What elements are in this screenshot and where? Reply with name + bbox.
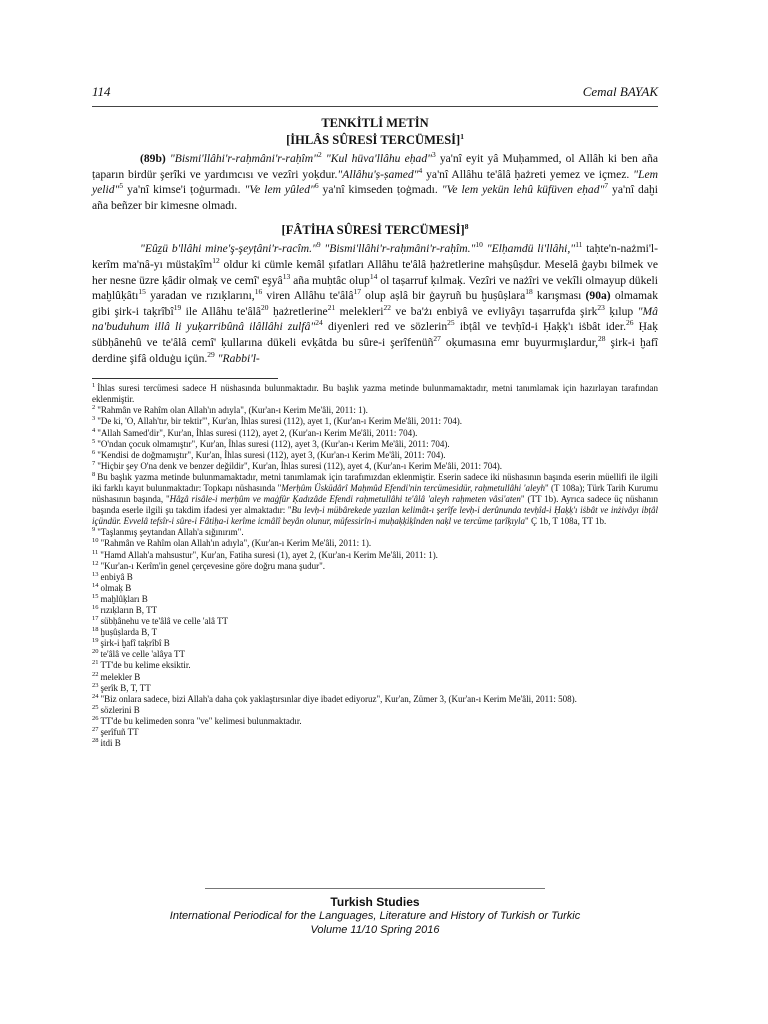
ihlas-paragraph: (89b) "Bismi'llâhi'r-raḥmâni'r-raḥîm"$^2$ "Kul hüva'llâhu eḥad"$^3$ ya'nî eyit yâ Muḥammed, ol Allâh ki ben aña ṭaparın birdür şerîki ve yardımcısı ve vezîri yoḳdur."Allâhu'ṣ-ṣamed"$^4$ ya'nî Allâhu te'âlâ ḥażreti yemez ve içmez. "Lem yelid"$^5$ ya'nî kimse'i ṭoġurmadı. "Ve lem yûled"$^6$ ya'nî kimseden ṭoġmadı. "Ve lem yekün lehû küfüven eḥad"$^7$ ya'nî daḫi aña beñzer bir kimesne olmadı. [92,150,659,212]
footnote: $^{17}$ sübḥânehu ve te'âlâ ve celle 'alâ TT [92,615,229,627]
page [92,84,658,749]
journal-volume: Volume 11/10 Spring 2016 [310,924,440,936]
footnote: $^{21}$ TT'de bu kelime eksiktir. [92,659,191,671]
footnote: $^5$ "O'ndan çocuk olmamıştır", Kur'an, İhlas suresi (112), ayet 3, (Kur'an-ı Kerim Me'âli, 2011: 704). [92,437,450,449]
footer-rule [205,888,545,889]
footnotes [92,383,658,749]
footnote: $^{27}$ şerîfuñ TT [92,726,139,738]
footnote: $^{22}$ melekler B [92,670,141,682]
footnote: $^{14}$ olmaḳ B [92,581,132,593]
footnote: $^1$ İhlas suresi tercümesi sadece H nüshasında bulunmaktadır. Bu başlık yazma metinde bulunmamaktadır, metni tanımlamak için hazırlayan tarafından eklenmiştir. [92,382,658,405]
footnote: $^{20}$ te'âlâ ve celle 'alâya TT [92,648,186,660]
footnote: $^8$ Bu başlık yazma metinde bulunmamaktadır, metni tanımlamak için tarafımızdan eklenmiştir. Eserin sadece iki nüshasının başında eserin müellifi ile ilgili iki farklı kayıt bulunmaktadır: Topkapı nüshasında "Merḥûm Üsküdârî Maḥmûd Efendi'nin tercümesidür, raḥmetullâhi 'aleyh" (T 108a); Türk Tarih Kurumu nüshasının başında, "Hâẕâ risâle-i merḥûm ve maġfûr Ḳadızâde Efendi raḥmetullâhi te'âlâ 'aleyh raḥmeten vâsi'aten" (TT 1b). Ayrıca sadece üç nüshanın başında eserle ilgili şu takdim ifadesi yer almaktadır: "Bu levḥ-i mübârekede yazılan kelimât-ı şerîfe levḥ-i derûnunda tevḥîd-i Ḥaḳḳ'ı iṡbât ve inżivâyı ibṭâl içündür. Evvelâ tefsîr-i sûre-i Fâtiḥa-i kerîme icmâlî beyân olunur, müfessirîn-i muḥaḳḳiḳînden naḳl ve tercüme ṭarîḳıyla" Ç 1b, T 108a, TT 1b. [92,470,659,527]
journal-name: Turkish Studies [330,895,420,909]
footnote: $^2$ "Rahmân ve Rahîm olan Allah'ın adıyla", (Kur'an-ı Kerim Me'âli, 2011: 1). [92,404,368,416]
ihlas-title: [İHLÂS SÛRESİ TERCÜMESİ]$^1$ [286,131,464,147]
footnote: $^{28}$ itdi B [92,737,121,749]
main-title: TENKİTLİ METİN [321,116,429,130]
footnote: $^6$ "Kendisi de doğmamıştır", Kur'an, İhlas suresi (112), ayet 3, (Kur'an-ı Kerim Me'âli, 2011: 704). [92,448,446,460]
footnote: $^{25}$ sözlerini B [92,703,140,715]
footnote: $^3$ "De ki, 'O, Allah'tır, bir tektir'", Kur'an, İhlas suresi (112), ayet 1, (Kur'an-ı Kerim Me'âli, 2011: 704). [92,415,462,427]
fatiha-title: [FÂTİHA SÛRESİ TERCÜMESİ]$^8$ [281,222,469,238]
footnote: $^{12}$ "Kur'an-ı Kerîm'in genel çerçevesine göre doğru mana şudur". [92,559,326,571]
page-number: 114 [92,84,111,99]
footnote: $^{16}$ rızıḳların B, TT [92,604,158,615]
footnote: $^4$ "Allah Samed'dir", Kur'an, İhlas suresi (112), ayet 2, (Kur'an-ı Kerim Me'âli, 2011: 704). [92,426,418,438]
footnote: $^{24}$ "Biz onlara sadece, bizi Allah'a daha çok yaklaştırsınlar diye ibadet ediyoruz", Kur'an, Zümer 3, (Kur'an-ı Kerim Me'âli, 2011: 508). [92,692,577,704]
footnote: $^{18}$ ḫuṣûṣlarda B, T [92,626,158,638]
author-name: Cemal BAYAK [582,84,658,99]
folio-marker: (89b) [140,152,166,165]
footnote: $^{11}$ "Hamd Allah'a mahsustur", Kur'an, Fatiha suresi (1), ayet 2, (Kur'an-ı Kerim Me'âli, 2011: 1). [92,548,438,560]
footnote: $^{10}$ "Rahmân ve Rahîm olan Allah'ın adıyla", (Kur'an-ı Kerim Me'âli, 2011: 1). [92,537,372,549]
footnote: $^{23}$ şerîk B, T, TT [92,681,151,693]
running-header [92,84,658,107]
journal-footer [92,888,658,937]
footnote-separator [92,378,278,379]
footnote: $^7$ "Hiçbir şey O'na denk ve benzer değildir", Kur'an, İhlas suresi (112), ayet 4, (Kur'an-ı Kerim Me'âli, 2011: 704). [92,459,503,471]
footnote: $^{26}$ TT'de bu kelimeden sonra "ve" kelimesi bulunmaktadır. [92,714,302,726]
folio-marker: (90a) [585,289,611,303]
footnote: $^{13}$ enbiyâ B [92,570,133,582]
fatiha-paragraph: "Eûẕü b'llâhi mine'ş-şeyṭâni'r-racîm."$^9$ "Bismi'llâhi'r-raḥmâni'r-raḥîm."$^{10}$ "Elḥamdü li'llâhi,"$^{11}$ taḥte'n-nażmi'l-kerîm ma'nâ-yı müstaḳîm$^{12}$ oldur ki cümle kemâl ṣıfatları Allâhu te'âlâ ḥażretlerine mahṣûṣdur. Meselâ ġaybı bilmek ve her nesne üzre ḳâdir olmaḳ ve cemî' eşyâ$^{13}$ aña muḥtâc olup$^{14}$ ol taṣarruf ḳılmaḳ. Vezîri ve nażîri ve vekîli olmayup dükeli maḫlûḳâtı$^{15}$ yaradan ve rızıḳlarını,$^{16}$ viren Allâhu te'âlâ$^{17}$ olup aṣlâ bir ġayruñ bu ḫuṣûṣlara$^{18}$ karışması (90a) olmamak gibi şirk-i taḳrîbî$^{19}$ ile Allâhu te'âlâ$^{20}$ ḥażretlerine$^{21}$ melekleri$^{22}$ ve ba'żı enbiyâ ve evliyâyı taṣarrufda şirk$^{23}$ ḳılup "Mâ na'buduhum illâ li yuḳarribûnâ ilâllâhi zulfâ"$^{24}$ diyenleri red ve sözlerin$^{25}$ ibṭâl ve tevḥîd-i Ḥaḳḳ'ı iṡbât ider.$^{26}$ Ḥaḳ sübḥânehû ve te'âlâ cemî' ḳullarına dükeli evḳâtda bu sûre-i şerîfenüñ$^{27}$ oḳumasına emr buyurmışlardur,$^{28}$ şirk-i ḫafî derdine şifâ olduġu içün.$^{29}$ "Rabbi'l- [92,240,659,365]
footnote: $^{15}$ maḫlûḳları B [92,592,148,604]
journal-subtitle: International Periodical for the Languages, Literature and History of Turkish or Turkic [169,910,581,922]
footnote: $^9$ "Taşlanmış şeytandan Allah'a sığınırım". [92,526,244,538]
footnote: $^{19}$ şirk-i ḫafî taḳrîbî B [92,637,170,649]
